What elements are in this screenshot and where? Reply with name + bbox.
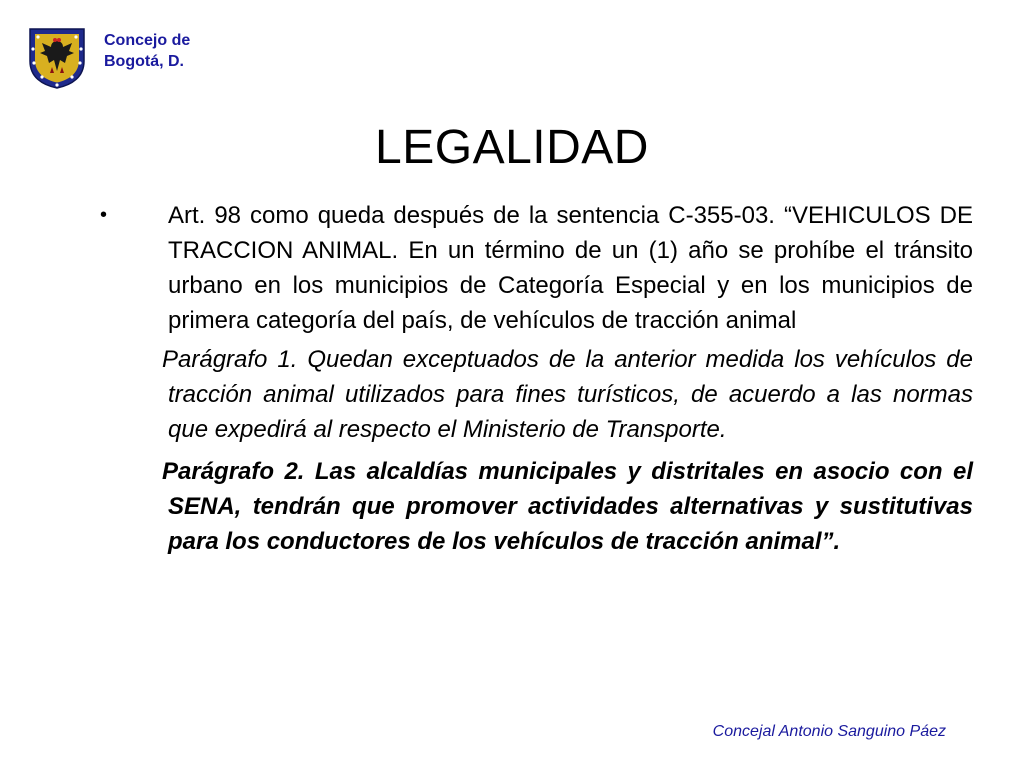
organization-name: Concejo de Bogotá, D.	[104, 32, 191, 70]
paragraph-1-text: Parágrafo 1. Quedan exceptuados de la anterior medida los vehículos de tracción animal utilizados para fines turísticos, de acuerdo a las normas que expedirá al respecto el Ministerio de Transporte.	[162, 346, 973, 443]
slide-title: LEGALIDAD	[375, 121, 649, 174]
author-footer: Concejal Antonio Sanguino Páez	[712, 723, 946, 740]
bullet-item	[100, 198, 973, 338]
slide-body	[100, 198, 973, 559]
paragraph-2-text: Parágrafo 2. Las alcaldías municipales y distritales en asocio con el SENA, tendrán que promover actividades alternativas y sustitutivas para los conductores de los vehículos de tracción animal”.	[162, 458, 973, 555]
bullet-icon: •	[100, 204, 108, 226]
article-text: Art. 98 como queda después de la sentencia C-355-03. “VEHICULOS DE TRACCION ANIMAL. En un término de un (1) año se prohíbe el tránsito urbano en los municipios de Categoría Especial y en los municipios de primera categoría del país, de vehículos de tracción animal	[168, 202, 973, 334]
bogota-coat-of-arms-logo	[28, 27, 86, 89]
